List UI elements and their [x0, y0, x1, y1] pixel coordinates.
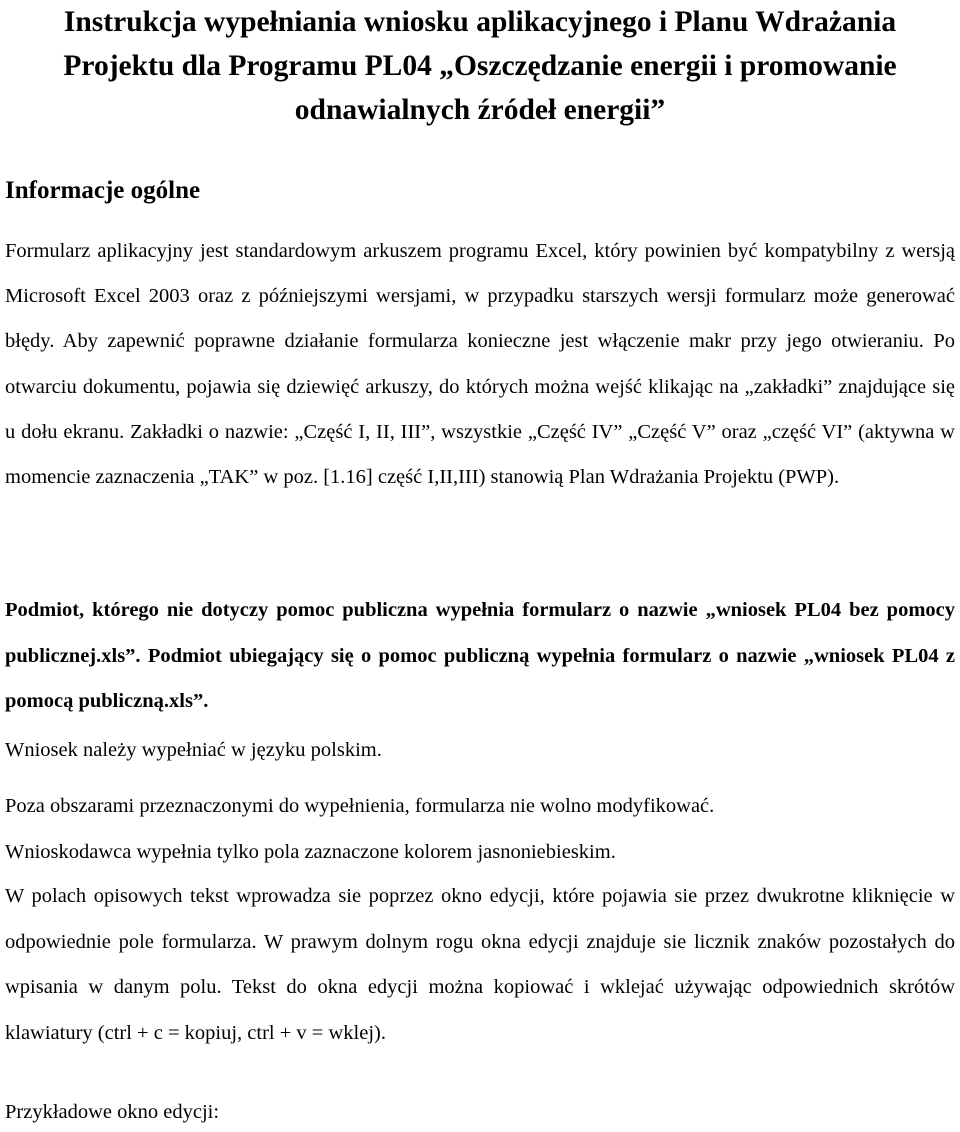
paragraph-edit-window: W polach opisowych tekst wprowadza sie poprzez okno edycji, które pojawia sie przez dwukrotne kliknięcie w odpowiednie pole formularza. W prawym dolnym rogu okna edycji znajduje sie licznik znaków pozostałych do wpisania w danym polu. Tekst do okna edycji można kopiować i wklejać używając odpowiednich skrótów klawiatury (ctrl + c = kopiuj, ctrl + v = wklej). — [5, 885, 955, 1044]
document-title: Instrukcja wypełniania wniosku aplikacyjnego i Planu Wdrażania Projektu dla Programu PL04 „Oszczędzanie energii i promowanie odnawialnych źródeł energii” — [63, 6, 897, 126]
paragraph-excel-info: Formularz aplikacyjny jest standardowym arkuszem programu Excel, który powinien być kompatybilny z wersją Microsoft Excel 2003 oraz z późniejszymi wersjami, w przypadku starszych wersji formularz może generować błędy. Aby zapewnić poprawne działanie formularza konieczne jest włączenie makr przy jego otwieraniu. Po otwarciu dokumentu, pojawia się dziewięć arkuszy, do których można wejść klikając na „zakładki” znajdujące się u dołu ekranu. Zakładki o nazwie: „Część I, II, III”, wszystkie „Część IV” „Część V” oraz „część VI” (aktywna w momencie zaznaczenia „TAK” w poz. [1.16] część I,II,III) stanowią Plan Wdrażania Projektu (PWP). — [5, 240, 955, 489]
paragraph-form-selection: Podmiot, którego nie dotyczy pomoc publiczna wypełnia formularz o nazwie „wniosek PL04 bez pomocy publicznej.xls”. Podmiot ubiegający się o pomoc publiczną wypełnia formularz o nazwie „wniosek PL04 z pomocą publiczną.xls”. — [5, 599, 955, 712]
paragraph-blue-fields: Wnioskodawca wypełnia tylko pola zaznaczone kolorem jasnoniebieskim. — [5, 841, 616, 863]
paragraph-example-caption: Przykładowe okno edycji: — [5, 1101, 220, 1123]
document-page — [5, 0, 955, 1123]
section-heading: Informacje ogólne — [5, 177, 201, 204]
paragraph-language: Wniosek należy wypełniać w języku polskim. — [5, 739, 382, 761]
paragraph-no-modify: Poza obszarami przeznaczonymi do wypełnienia, formularza nie wolno modyfikować. — [5, 795, 715, 817]
